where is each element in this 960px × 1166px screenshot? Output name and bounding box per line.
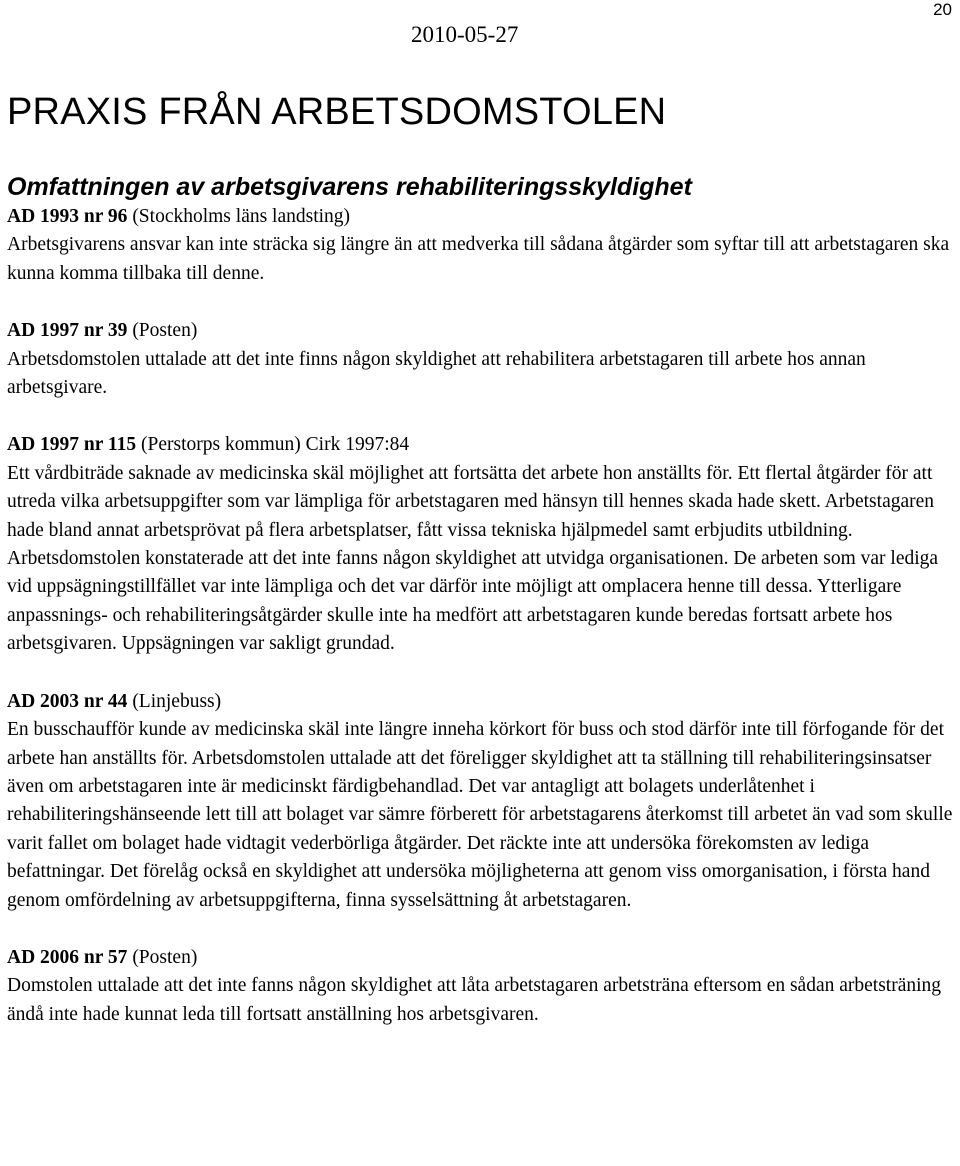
page-number: 20 xyxy=(933,0,952,19)
document-body xyxy=(7,171,955,1058)
case-summary: En busschaufför kunde av medicinska skäl inte längre inneha körkort för buss och stod därför inte till förfogande för det arbete han anställts för. Arbetsdomstolen uttalade att det föreligger skyldighet att ta ställning till rehabiliteringsinsatser även om arbetstagaren inte är medicinskt färdigbehandlad. Det var antagligt att bolagets underlåtenhet i rehabiliteringshänseende lett till att bolaget var sämre förberett för arbetstagarens återkomst till arbetet än vad som skulle varit fallet om bolaget hade vidtagit vederbörliga åtgärder. Det räckte inte att undersöka förekomsten av lediga befattningar. Det förelåg också en skyldighet att undersöka möjligheterna att genom viss omorganisation, i första hand genom omfördelning av arbetsuppgifterna, finna sysselsättning åt arbetstagaren. xyxy=(7,719,953,911)
header-date: 2010-05-27 xyxy=(411,22,519,47)
case-reference: AD 1997 nr 39 xyxy=(7,320,128,342)
case-entry xyxy=(7,688,955,915)
case-reference: AD 1997 nr 115 xyxy=(7,434,137,456)
case-party: (Stockholms läns landsting) xyxy=(127,206,351,227)
section-title: Omfattningen av arbetsgivarens rehabiliteringsskyldighet xyxy=(7,173,692,201)
case-heading xyxy=(7,944,955,972)
case-heading xyxy=(7,317,955,345)
case-party: (Linjebuss) xyxy=(127,690,222,712)
case-heading xyxy=(7,688,955,716)
case-entry xyxy=(7,944,955,1029)
case-party: (Posten) xyxy=(127,320,198,342)
page-title: PRAXIS FRÅN ARBETSDOMSTOLEN xyxy=(7,91,667,133)
case-summary: Domstolen uttalade att det inte fanns någon skyldighet att låta arbetstagaren arbetsträna eftersom en sådan arbetsträning ändå inte hade kunnat leda till fortsatt anställning hos arbetsgivaren. xyxy=(7,975,942,1025)
case-reference: AD 2006 nr 57 xyxy=(7,946,128,968)
case-summary: Arbetsgivarens ansvar kan inte sträcka sig längre än att medverka till sådana åtgärder som syftar till att arbetstagaren ska kunna komma tillbaka till denne. xyxy=(7,234,950,284)
case-entry xyxy=(7,431,955,658)
case-entry xyxy=(7,317,955,402)
case-summary: Arbetsdomstolen uttalade att det inte finns någon skyldighet att rehabilitera arbetstagaren till arbete hos annan arbetsgivare. xyxy=(7,348,866,399)
case-entry xyxy=(7,203,955,288)
case-reference: AD 1993 nr 96 xyxy=(7,206,128,227)
case-summary: Ett vårdbiträde saknade av medicinska skäl möjlighet att fortsätta det arbete hon anställts för. Ett flertal åtgärder för att utreda vilka arbetsuppgifter som var lämpliga för arbetstagaren med hänsyn till hennes skada hade skett. Arbetstagaren hade bland annat arbetsprövat på flera arbetsplatser, fått vissa tekniska hjälpmedel samt erbjudits utbildning. Arbetsdomstolen konstaterade att det inte fanns någon skyldighet att utvidga organisationen. De arbeten som var lediga vid uppsägningstillfället var inte lämpliga och det var därför inte möjligt att omplacera henne till dessa. Ytterligare anpassnings- och rehabiliteringsåtgärder skulle inte ha medfört att arbetstagaren kunde beredas fortsatt arbete hos arbetsgivaren. Uppsägningen var sakligt grundad. xyxy=(7,462,939,655)
case-party: (Posten) xyxy=(127,946,198,968)
case-party: (Perstorps kommun) Cirk 1997:84 xyxy=(136,434,410,456)
case-heading xyxy=(7,203,955,231)
case-heading xyxy=(7,431,955,459)
case-reference: AD 2003 nr 44 xyxy=(7,690,128,712)
